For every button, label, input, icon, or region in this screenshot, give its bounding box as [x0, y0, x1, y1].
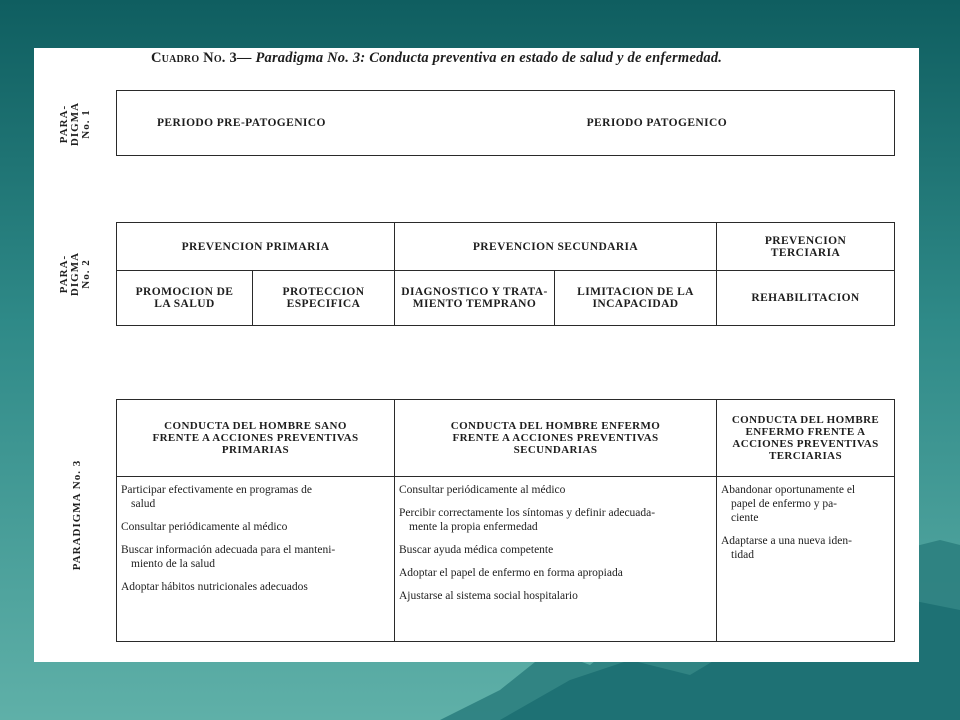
paradigm2-table [116, 222, 895, 326]
header-secondary-prevention: PREVENCION SECUNDARIA [395, 223, 717, 271]
sub-specific-protection: PROTECCION ESPECIFICA [253, 271, 395, 326]
list-item: Buscar información adecuada para el manteni- miento de la salud [121, 544, 336, 570]
list-item: Consultar periódicamente al médico [121, 521, 288, 533]
paradigm3-table [116, 399, 895, 642]
list-item: Abandonar oportunamente el papel de enfermo y pa- ciente [721, 484, 856, 524]
paradigm3-label: PARADIGMA No. 3 [71, 459, 83, 571]
header-healthy-conduct: CONDUCTA DEL HOMBRE SANO FRENTE A ACCIONES PREVENTIVAS PRIMARIAS [117, 400, 395, 477]
document-page [34, 48, 919, 662]
paradigm1-table [116, 90, 895, 156]
sub-health-promotion: PROMOCION DE LA SALUD [117, 271, 253, 326]
page-title [151, 50, 911, 72]
header-primary-prevention: PREVENCION PRIMARIA [117, 223, 395, 271]
list-item: Adoptar el papel de enfermo en forma apropiada [399, 567, 623, 579]
header-tertiary-conduct: CONDUCTA DEL HOMBRE ENFERMO FRENTE A ACCIONES PREVENTIVAS TERCIARIAS [717, 400, 895, 477]
cell-pre-pathogenic: PERIODO PRE-PATOGENICO [117, 91, 457, 156]
list-item: Consultar periódicamente al médico [399, 484, 566, 496]
cell-pathogenic: PERIODO PATOGENICO [457, 91, 895, 156]
list-item: Participar efectivamente en programas de salud [121, 484, 312, 510]
sub-rehabilitation: REHABILITACION [717, 271, 895, 326]
title-prefix: Cuadro No. 3— [151, 50, 252, 66]
header-tertiary-prevention: PREVENCION TERCIARIA [717, 223, 895, 271]
list-item: Adaptarse a una nueva iden- tidad [721, 535, 852, 561]
column-tertiary-actions [717, 477, 895, 642]
header-sick-conduct: CONDUCTA DEL HOMBRE ENFERMO FRENTE A ACCIONES PREVENTIVAS SECUNDARIAS [395, 400, 717, 477]
sub-disability-limitation: LIMITACION DE LA INCAPACIDAD [555, 271, 717, 326]
list-item: Adoptar hábitos nutricionales adecuados [121, 581, 308, 593]
paradigm2-label: PARA- DIGMA No. 2 [58, 251, 92, 297]
paradigm1-label: PARA- DIGMA No. 1 [58, 101, 92, 147]
list-item: Ajustarse al sistema social hospitalario [399, 590, 578, 602]
title-text: Paradigma No. 3: Conducta preventiva en estado de salud y de enfermedad. [255, 50, 723, 66]
list-item: Buscar ayuda médica competente [399, 544, 554, 556]
column-secondary-actions [395, 477, 717, 642]
sub-early-diagnosis: DIAGNOSTICO Y TRATA- MIENTO TEMPRANO [395, 271, 555, 326]
column-primary-actions [117, 477, 395, 642]
list-item: Percibir correctamente los síntomas y definir adecuada- mente la propia enfermedad [399, 507, 656, 533]
